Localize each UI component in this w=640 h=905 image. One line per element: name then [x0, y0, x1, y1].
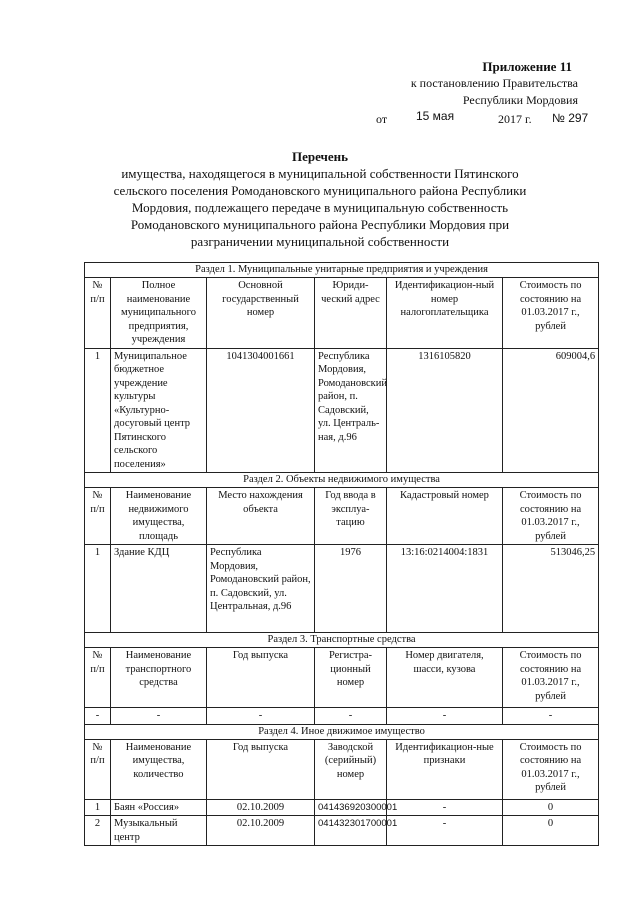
institution-name: Муниципальное бюджетное учреждение культуры «Культурно-досуговый центр Пятинского сельского поселения» — [111, 348, 207, 473]
cadastral-number: 13:16:0214004:1831 — [387, 545, 503, 633]
property-register-table — [84, 262, 599, 846]
vehicle-year: - — [207, 708, 315, 725]
section-1-header-row — [85, 278, 599, 349]
header-cell: Год выпуска — [207, 648, 315, 708]
cost: 513046,25 — [503, 545, 599, 633]
row-number: 1 — [85, 545, 111, 633]
heading-line-4: Ромодановского муниципального района Республики Мордовия при — [130, 217, 510, 232]
inn: 1316105820 — [387, 348, 503, 473]
row-number: 2 — [85, 816, 111, 846]
appendix-line-1: к постановлению Правительства — [410, 76, 578, 90]
document-title: Перечень — [291, 149, 349, 164]
section-3-title: Раздел 3. Транспортные средства — [85, 633, 599, 648]
section-4-title: Раздел 4. Иное движимое имущество — [85, 724, 599, 739]
header-cell: Стоимость по состоянию на 01.03.2017 г., рублей — [503, 648, 599, 708]
header-cell: Наименование имущества, количество — [111, 739, 207, 799]
appendix-line-2: Республики Мордовия — [462, 93, 578, 107]
commissioning-year: 1976 — [315, 545, 387, 633]
date-prefix: от — [376, 112, 388, 126]
row-number: 1 — [85, 799, 111, 816]
header-cell: Юриди-ческий адрес — [315, 278, 387, 349]
header-cell: Наименование недвижимого имущества, площадь — [111, 488, 207, 545]
cost: - — [503, 708, 599, 725]
appendix-header — [300, 58, 600, 127]
serial-number: 041432301700001 — [315, 816, 387, 846]
registration-number: - — [315, 708, 387, 725]
engine-number: - — [387, 708, 503, 725]
cost: 0 — [503, 799, 599, 816]
header-cell: Идентификацион-ный номер налогоплательщика — [387, 278, 503, 349]
header-cell: Место нахождения объекта — [207, 488, 315, 545]
cost: 609004,6 — [503, 348, 599, 473]
section-3-title-row — [85, 633, 599, 648]
header-cell: Регистра-ционный номер — [315, 648, 387, 708]
section-4-header-row — [85, 739, 599, 799]
header-cell: Кадастровый номер — [387, 488, 503, 545]
header-cell: Год ввода в эксплуа-тацию — [315, 488, 387, 545]
serial-number: 041436920300001 — [315, 799, 387, 816]
section-1-title: Раздел 1. Муниципальные унитарные предприятия и учреждения — [85, 263, 599, 278]
appendix-title: Приложение 11 — [482, 59, 572, 74]
property-location: Республика Мордовия, Ромодановский район, п. Садовский, ул. Центральная, д.96 — [207, 545, 315, 633]
heading-line-3: Мордовия, подлежащего передаче в муниципальную собственность — [131, 200, 509, 215]
document-heading — [70, 148, 570, 250]
table-row — [85, 816, 599, 846]
header-cell: Заводской (серийный) номер — [315, 739, 387, 799]
table-row — [85, 799, 599, 816]
heading-line-5: разграничении муниципальной собственности — [190, 234, 450, 249]
heading-line-1: имущества, находящегося в муниципальной собственности Пятинского — [121, 166, 519, 181]
cost: 0 — [503, 816, 599, 846]
row-number: - — [85, 708, 111, 725]
header-cell: Полное наименование муниципального предприятия, учреждения — [111, 278, 207, 349]
date-day: 15 мая — [416, 109, 455, 123]
legal-address: Республика Мордовия, Ромодановский район, п. Садовский, ул. Централь-ная, д.96 — [315, 348, 387, 473]
vehicle-name: - — [111, 708, 207, 725]
item-name: Баян «Россия» — [111, 799, 207, 816]
section-2-title: Раздел 2. Объекты недвижимого имущества — [85, 473, 599, 488]
item-name: Музыкальный центр — [111, 816, 207, 846]
section-4-title-row — [85, 724, 599, 739]
header-cell: № п/п — [85, 488, 111, 545]
header-cell: Номер двигателя, шасси, кузова — [387, 648, 503, 708]
header-cell: № п/п — [85, 739, 111, 799]
property-name: Здание КДЦ — [111, 545, 207, 633]
header-cell: Год выпуска — [207, 739, 315, 799]
heading-line-2: сельского поселения Ромодановского муниципального района Республики — [113, 183, 527, 198]
item-year: 02.10.2009 — [207, 816, 315, 846]
header-cell: Стоимость по состоянию на 01.03.2017 г., рублей — [503, 739, 599, 799]
header-cell: Стоимость по состоянию на 01.03.2017 г., рублей — [503, 488, 599, 545]
table-row — [85, 545, 599, 633]
header-cell: Наименование транспортного средства — [111, 648, 207, 708]
date-year: 2017 г. — [498, 112, 532, 126]
identification-features: - — [387, 799, 503, 816]
ogrn: 1041304001661 — [207, 348, 315, 473]
section-2-title-row — [85, 473, 599, 488]
header-cell: Идентификацион-ные признаки — [387, 739, 503, 799]
header-cell: № п/п — [85, 648, 111, 708]
table-row — [85, 348, 599, 473]
section-1-title-row — [85, 263, 599, 278]
item-year: 02.10.2009 — [207, 799, 315, 816]
appendix-date — [300, 109, 600, 127]
row-number: 1 — [85, 348, 111, 473]
section-3-header-row — [85, 648, 599, 708]
resolution-number: № 297 — [552, 111, 589, 125]
table-row — [85, 708, 599, 725]
header-cell: Основной государственный номер — [207, 278, 315, 349]
identification-features: - — [387, 816, 503, 846]
header-cell: Стоимость по состоянию на 01.03.2017 г., рублей — [503, 278, 599, 349]
section-2-header-row — [85, 488, 599, 545]
header-cell: № п/п — [85, 278, 111, 349]
